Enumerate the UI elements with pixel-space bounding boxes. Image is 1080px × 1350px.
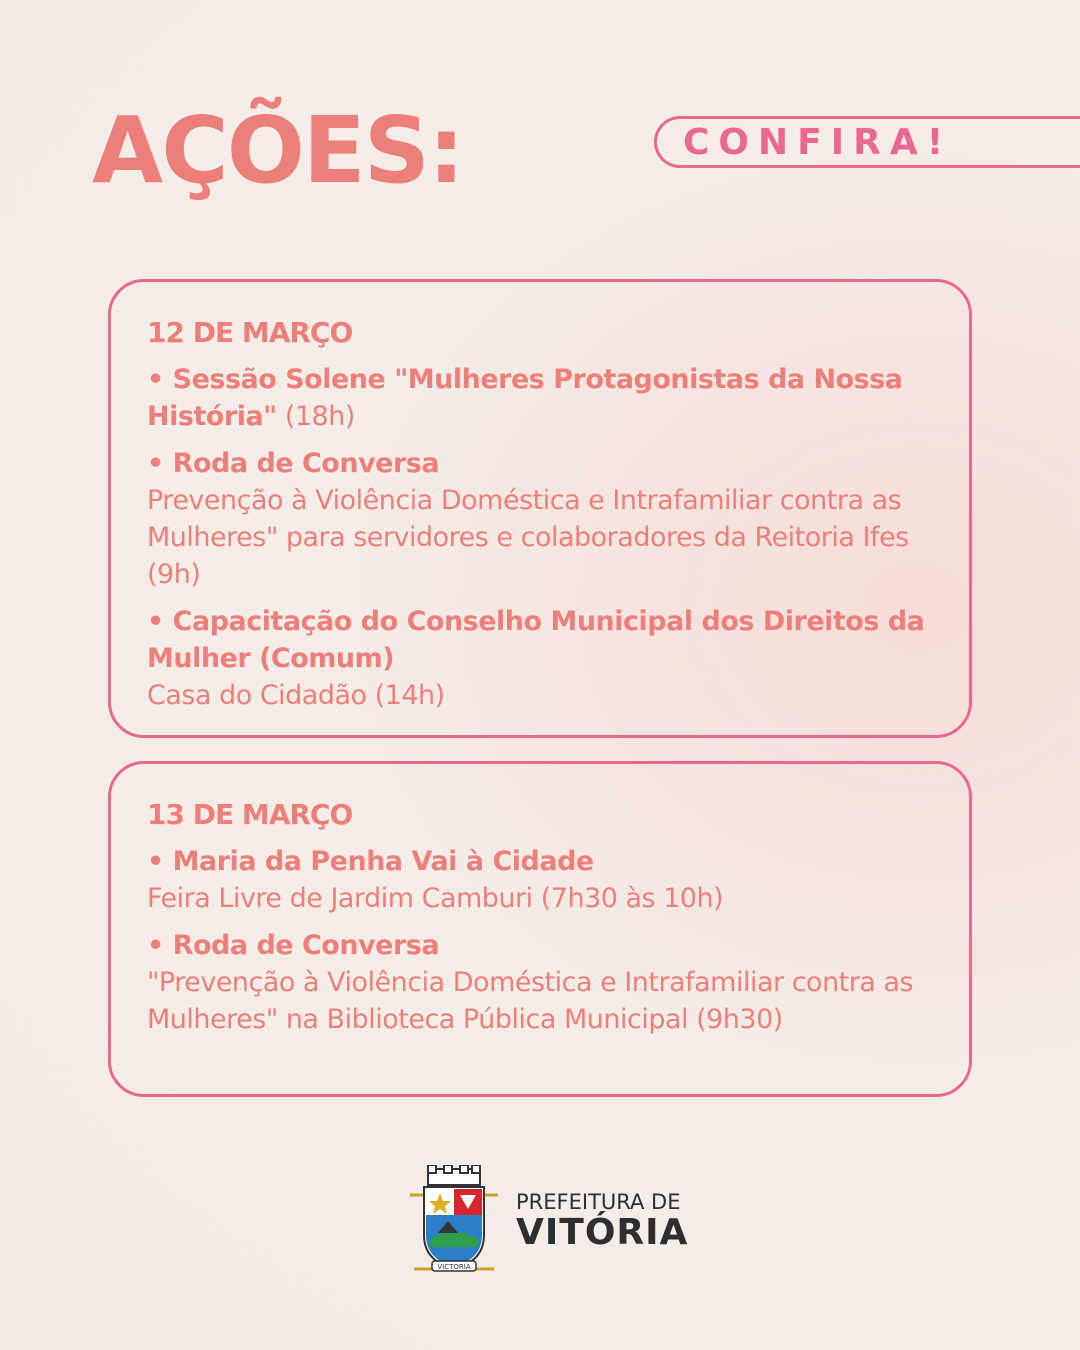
event-detail: Prevenção à Violência Doméstica e Intrafamiliar contra as Mulheres" para servidores e colaboradores da Reitoria Ifes (9h) — [147, 485, 909, 590]
page-title: AÇÕES: — [92, 97, 463, 204]
prefeitura-logo — [408, 1165, 688, 1277]
event-item — [147, 927, 949, 1038]
logo-line1: PREFEITURA DE — [516, 1190, 681, 1214]
coat-of-arms-icon — [408, 1165, 500, 1277]
event-detail: (18h) — [276, 401, 355, 432]
event-item — [147, 603, 949, 714]
confira-badge — [654, 116, 1080, 168]
event-item — [147, 843, 949, 917]
emblem-ribbon-text: VICTORIA — [437, 1263, 471, 1271]
event-title: • Sessão Solene "Mulheres Protagonistas da Nossa História" — [147, 364, 903, 432]
logo-line2: VITÓRIA — [516, 1212, 689, 1253]
day-date: 12 DE MARÇO — [147, 316, 353, 349]
event-detail: Casa do Cidadão (14h) — [147, 680, 445, 711]
event-item — [147, 445, 949, 593]
event-title: • Roda de Conversa — [147, 448, 440, 479]
day-date: 13 DE MARÇO — [147, 798, 353, 831]
day-card-13-marco — [108, 761, 972, 1097]
event-title: • Maria da Penha Vai à Cidade — [147, 846, 594, 877]
event-detail: Feira Livre de Jardim Camburi (7h30 às 10h) — [147, 883, 724, 914]
event-title: • Roda de Conversa — [147, 930, 440, 961]
confira-badge-label: CONFIRA! — [683, 121, 953, 163]
event-item — [147, 361, 949, 435]
event-detail: "Prevenção à Violência Doméstica e Intrafamiliar contra as Mulheres" na Biblioteca Pública Municipal (9h30) — [147, 967, 914, 1035]
logo-text — [516, 1190, 688, 1252]
day-card-12-marco — [108, 279, 972, 738]
event-title: • Capacitação do Conselho Municipal dos Direitos da Mulher (Comum) — [147, 606, 925, 674]
